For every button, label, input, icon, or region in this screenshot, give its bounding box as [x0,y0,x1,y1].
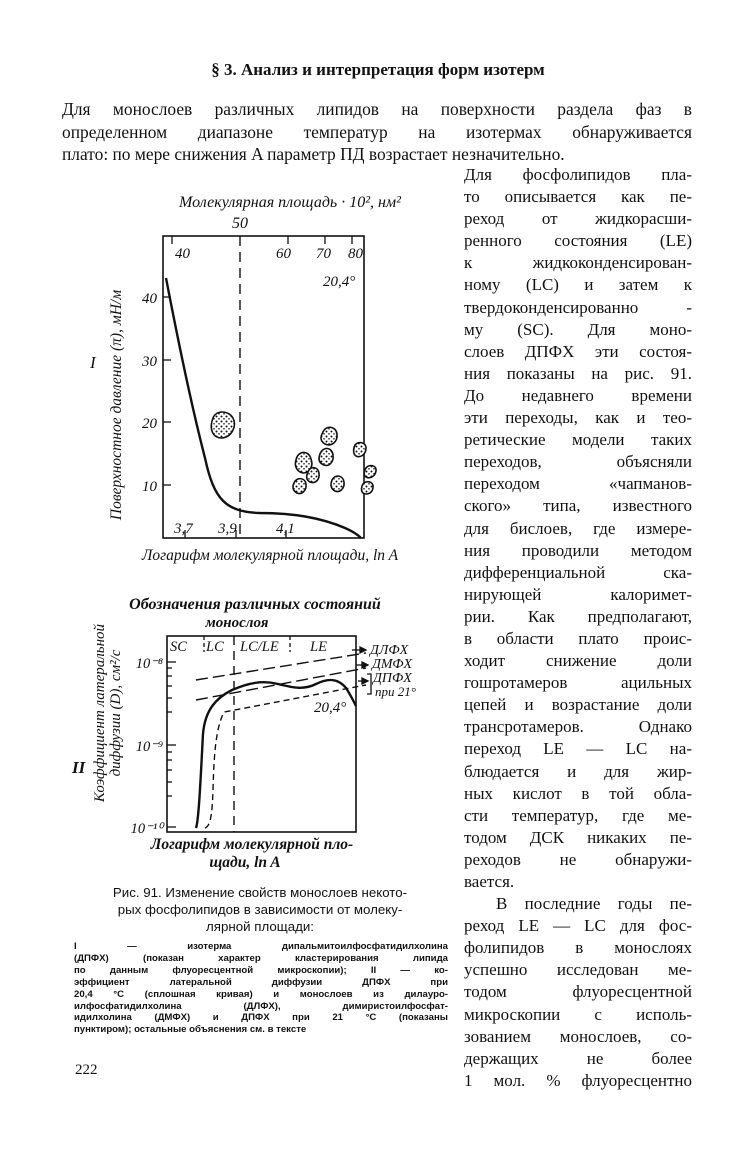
right-column-line: ния показаны на рис. 91. [464,363,692,383]
right-column-line: вается. [464,872,515,891]
right-column-line: нирующей калоримет- [464,584,692,604]
panel1-temperature: 20,4° [323,274,356,290]
panel1-domain-clusters [211,412,376,494]
right-column-line: к жидкоконденсирован- [464,253,692,273]
panel1-top-tick: 80 [348,246,363,262]
panel1-xtick: 3,7 [174,521,193,537]
right-column-line: реход LE — LC для фос- [464,916,692,936]
panel2-ytick: 10⁻⁹ [135,739,163,755]
panel2-legend-label: ДМФХ [372,657,413,672]
right-column-line: До недавнего времени [464,385,692,405]
caption-line: лярной площади: [206,919,314,934]
right-column-line: ретические модели таких [464,430,692,450]
panel2-state-label: LC/LE [240,639,279,655]
right-column-line: цепей и возрастание доли [464,695,692,715]
panel1-xtick: 3,9 [218,521,237,537]
right-column-line: дифференциальной ска- [464,562,692,582]
right-column-line: блюдается и для жир- [464,761,692,781]
panel1-xtick: 4,1 [276,521,295,537]
right-column-line: то описывается как пе- [464,187,692,207]
panel2-y-tickmarks [167,662,176,827]
panel2-ytick: 10⁻¹⁰ [130,821,163,837]
panel1-top-tick: 70 [316,246,331,262]
panel1-top-title: Молекулярная площадь · 10², нм² [179,194,401,211]
right-column-line: эти переходы, как и тео- [464,408,692,428]
panel1-top-tick: 50 [232,215,248,232]
panel1-y-tickmarks [163,297,171,485]
caption-line: рых фосфолипидов в зависимости от молеку- [117,902,403,917]
right-column-line: микроскопии с исполь- [464,1004,692,1024]
section-heading: § 3. Анализ и интерпретация форм изотерм [211,60,545,79]
panel2-legend-label: ДЛФХ [370,643,409,658]
right-column-line: держащих не более [464,1048,692,1068]
right-column-line: ных кислот в той обла- [464,783,692,803]
right-column-line: ния проводили методом [464,540,692,560]
legend-line: (ДПФХ) (показан характер кластерирования липида [74,952,448,964]
right-column-line: фолипидов в монослоях [464,938,692,958]
panel2-legend-label: при 21° [375,684,416,699]
panel1-ytick: 20 [142,416,157,432]
panel2-ylabel: диффузии (D), см²/с [108,649,124,777]
right-column-line: Для фосфолипидов пла- [464,165,692,184]
panel2-state-label: LE [310,639,327,655]
intro-line: плато: по мере снижения A параметр ПД возрастает незначительно. [62,144,565,164]
right-column-line: для бислоев, где измере- [464,518,692,538]
right-column-line: ходит снижение доли [464,651,692,671]
right-column-line: В последние годы пе- [496,894,692,914]
right-column-line: 1 мол. % флуоресцентно [464,1070,692,1090]
legend-line: I — изотерма дипальмитоилфосфатидилхолина [74,941,448,952]
right-column-line: успешно исследован ме- [464,960,692,980]
right-column-line: ренного состояния (LE) [464,231,692,251]
intro-line: Для монослоев различных липидов на поверхности раздела фаз в [62,99,692,119]
panel2-xlabel: Логарифм молекулярной пло- [150,836,354,853]
panel2-state-label: LC [206,639,224,655]
right-column-line: тодом флуоресцентной [464,982,692,1002]
right-column-line: переходов, объясняли [464,452,692,472]
right-column-line: реход от жидкорасши- [464,209,692,229]
legend-line: 20,4 °С (сплошная кривая) и монослоев из дилауро- [74,988,448,1000]
right-column-line: гошротамеров ацильных [464,673,692,693]
right-column-line: переход LE — LC на- [464,739,692,759]
figure-legend [74,941,448,1036]
panel1-isotherm-curve [166,278,361,538]
right-column-line: рии. Как предполагают, [464,606,692,626]
panel1-ylabel: Поверхностное давление (π), мН/м [108,289,125,521]
intro-line: определенном диапазоне температур на изотермах обнаруживается [62,121,692,142]
panel1-ytick: 30 [142,354,157,370]
right-column-line: ского» типа, известного [464,496,692,516]
panel1-roman: I [90,353,96,372]
panel2-ylabel: Коэффициент латеральной [92,623,108,803]
panel1-ytick: 10 [142,479,157,495]
right-column-line: реходов не обнаружи- [464,849,692,869]
panel1-top-tick: 40 [175,246,190,262]
panel2-ytick: 10⁻⁸ [135,656,163,672]
legend-line: идилхолина (ДМФХ) и ДПФХ при 21 °С (показаны [74,1012,448,1024]
panel2-dlfkh-line [196,653,366,680]
figure-caption [70,884,450,935]
page-number: 222 [75,1062,98,1078]
legend-line: эффициент латеральной диффузии ДПФХ при [74,976,448,988]
legend-line: по данным флуоресцентной микроскопии); II — ко- [74,964,448,976]
panel1-xlabel: Логарифм молекулярной площади, ln A [141,547,399,564]
right-column-line: в области плато проис- [464,628,692,648]
panel2-title: Обозначения различных состояний [129,596,381,613]
right-column-line: переходом «чапманов- [464,474,692,494]
panel2-temperature: 20,4° [314,700,347,716]
panel1-top-tick: 60 [276,246,291,262]
right-column-line: зованием монослоев, со- [464,1026,692,1046]
right-column-line: тодом ДСК никаких пе- [464,827,692,847]
legend-line: илфосфатидилхолина (ДЛФХ), димиристоилфосфат- [74,1000,448,1012]
panel2-legend-label: ДПФХ [373,671,412,686]
panel2-frame [167,636,356,832]
right-column-line: му (SC). Для моно- [464,319,692,339]
right-column-line: сти температур, где ме- [464,805,692,825]
right-column-line: слоев ДПФХ эти состоя- [464,341,692,361]
panel2-title: монослоя [205,615,269,631]
legend-line: пунктиром); остальные объяснения см. в тексте [74,1024,307,1036]
caption-line: Рис. 91. Изменение свойств монослоев некото- [112,885,408,900]
right-column-line: трансротамеров. Однако [464,717,692,737]
right-column-line: твердоконденсированно - [464,297,692,317]
right-column-line: ному (LC) и затем к [464,275,692,295]
panel2-xlabel: щади, ln A [209,854,281,871]
panel2-state-label: SC [170,639,187,655]
panel2-roman: II [72,758,86,777]
panel1-ytick: 40 [142,291,157,307]
